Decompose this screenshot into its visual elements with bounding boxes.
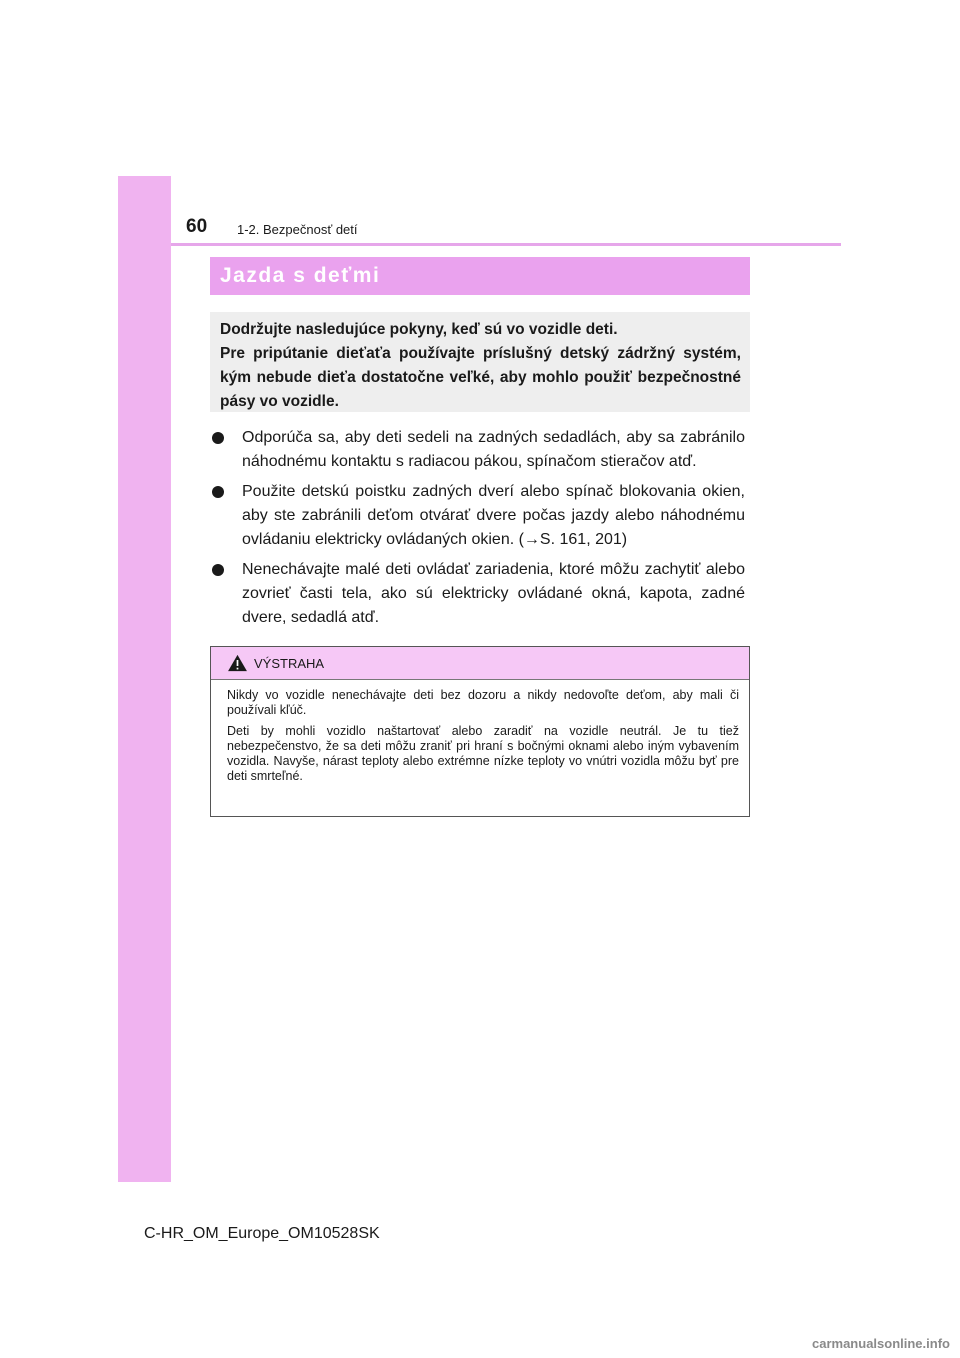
section-title: Jazda s deťmi <box>220 264 381 287</box>
section-title-bar <box>210 257 750 295</box>
bullet-dot-icon <box>212 432 224 444</box>
header-divider <box>171 243 841 246</box>
list-item-text: Použite detskú poistku zadných dverí alebo spínač blokovania okien, aby ste zabránili deťom otvárať dvere počas jazdy alebo náhodnému ovládaniu elektricky ovládaných okien. (→S. 161, 201) <box>242 483 745 548</box>
list-item <box>212 480 745 552</box>
warning-header <box>211 647 749 680</box>
side-tab-band <box>118 176 171 1182</box>
instruction-list <box>212 426 745 636</box>
section-reference: 1-2. Bezpečnosť detí <box>237 222 358 237</box>
intro-line-1: Dodržujte nasledujúce pokyny, keď sú vo vozidle deti. <box>220 321 618 338</box>
warning-paragraph: Deti by mohli vozidlo naštartovať alebo zaradiť na vozidle neutrál. Je tu tiež nebezpečenstvo, že sa deti môžu zraniť pri hraní s bočnými oknami alebo iným vybavením vozidla. Navyše, nárast teploty alebo extrémne nízke teploty vo vnútri vozidla môžu byť pre deti smrteľné. <box>227 724 739 783</box>
list-item <box>212 426 745 474</box>
warning-triangle-icon <box>227 654 248 672</box>
warning-title: VÝSTRAHA <box>254 655 325 671</box>
document-code: C-HR_OM_Europe_OM10528SK <box>144 1225 380 1242</box>
intro-line-2: Pre pripútanie dieťaťa používajte príslušný detský zádržný systém, kým nebude dieťa dostatočne veľké, aby mohlo použiť bezpečnostné pásy vo vozidle. <box>220 345 741 410</box>
list-item <box>212 558 745 630</box>
list-item-text: Nenechávajte malé deti ovládať zariadenia, ktoré môžu zachytiť alebo zovrieť časti tela, ako sú elektricky ovládané okná, kapota, zadné dvere, sedadlá atď. <box>242 561 745 626</box>
page-number: 60 <box>186 216 208 237</box>
warning-body <box>211 680 749 784</box>
warning-box <box>210 646 750 817</box>
list-item-text: Odporúča sa, aby deti sedeli na zadných sedadlách, aby sa zabránilo náhodnému kontaktu s radiacou pákou, spínačom stieračov atď. <box>242 429 745 470</box>
intro-box <box>210 312 750 412</box>
bullet-dot-icon <box>212 564 224 576</box>
bullet-dot-icon <box>212 486 224 498</box>
watermark: carmanualsonline.info <box>812 1336 950 1351</box>
warning-paragraph: Nikdy vo vozidle nenechávajte deti bez dozoru a nikdy nedovoľte deťom, aby mali či používali kľúč. <box>227 688 739 717</box>
